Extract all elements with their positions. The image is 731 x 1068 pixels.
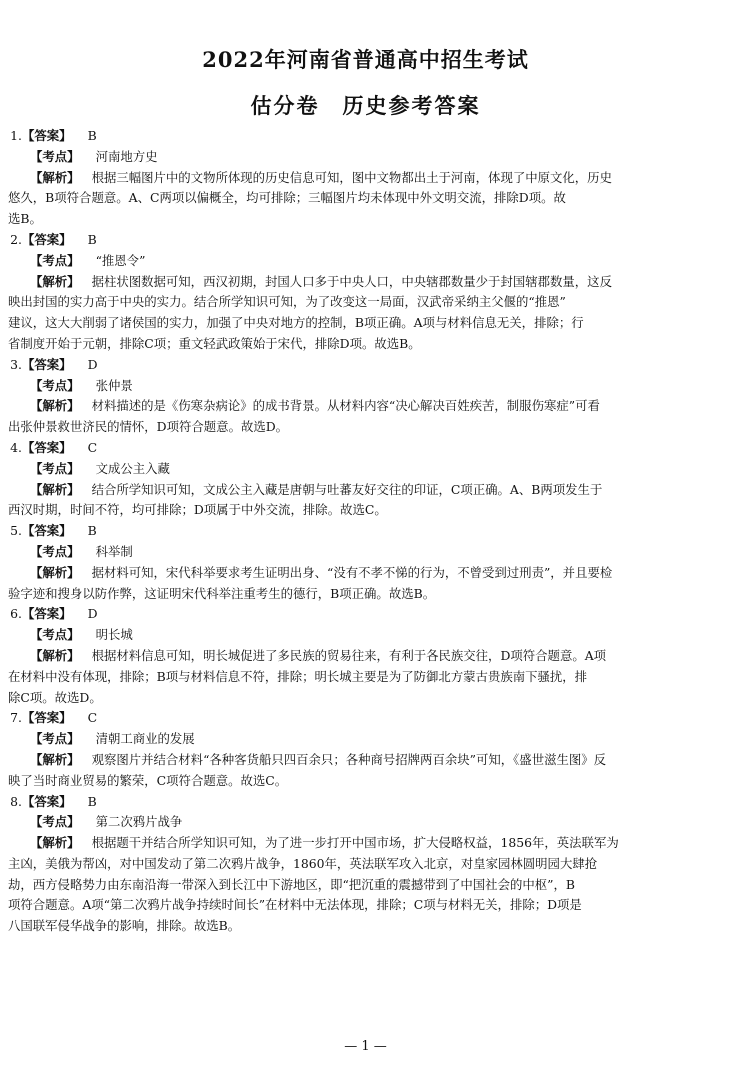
analysis-text: 根据材料信息可知，明长城促进了多民族的贸易往来，有利于各民族交往，D项符合题意。A项 bbox=[91, 647, 607, 663]
analysis-line bbox=[8, 480, 720, 501]
question-item bbox=[8, 708, 720, 791]
answer-value: C bbox=[87, 710, 98, 726]
question-number: 4. bbox=[10, 439, 22, 455]
analysis-line bbox=[8, 168, 720, 189]
answer-value: B bbox=[87, 128, 97, 143]
analysis-text: 验字迹和搜身以防作弊，这证明宋代科举注重考生的德行，B项正确。故选B。 bbox=[8, 585, 436, 601]
point-label: 【考点】 bbox=[30, 627, 80, 643]
question-item bbox=[8, 126, 720, 230]
answer-line bbox=[8, 521, 720, 542]
analysis-label: 【解析】 bbox=[30, 169, 80, 185]
question-number: 7. bbox=[10, 710, 22, 726]
analysis-label: 【解析】 bbox=[30, 751, 80, 767]
analysis-text: 劫，西方侵略势力由东南沿海一带深入到长江中下游地区，即“把沉重的震撼带到了中国社会的中枢”，B bbox=[8, 876, 575, 892]
analysis-text: 选B。 bbox=[8, 211, 42, 227]
analysis-text: 据柱状图数据可知，西汉初期，封国人口多于中央人口，中央辖郡数量少于封国辖郡数量，这反 bbox=[91, 273, 612, 289]
analysis-line bbox=[8, 396, 720, 417]
analysis-label: 【解析】 bbox=[30, 564, 80, 580]
analysis-line bbox=[8, 750, 720, 771]
analysis-line bbox=[8, 895, 720, 916]
point-label: 【考点】 bbox=[30, 543, 80, 559]
point-label: 【考点】 bbox=[30, 377, 80, 393]
point-value: 科举制 bbox=[95, 543, 133, 559]
analysis-text: 八国联军侵华战争的影响，排除。故选B。 bbox=[8, 918, 241, 934]
document-subtitle: 估分卷 历史参考答案 bbox=[250, 93, 481, 118]
analysis-line bbox=[8, 272, 720, 293]
question-number: 5. bbox=[10, 523, 22, 539]
analysis-line bbox=[8, 209, 720, 230]
answer-label: 【答案】 bbox=[22, 128, 72, 143]
analysis-line bbox=[8, 188, 720, 209]
analysis-label: 【解析】 bbox=[30, 273, 80, 289]
point-label: 【考点】 bbox=[30, 460, 80, 476]
point-line bbox=[8, 251, 720, 272]
analysis-text: 结合所学知识可知，文成公主入藏是唐朝与吐蕃友好交往的印证，C项正确。A、B两项发生于 bbox=[91, 481, 603, 497]
point-line bbox=[8, 729, 720, 750]
answer-value: D bbox=[87, 356, 98, 372]
answer-line bbox=[8, 126, 720, 147]
question-number: 1. bbox=[10, 128, 22, 143]
point-value: 张仲景 bbox=[95, 377, 133, 393]
analysis-line bbox=[8, 688, 720, 709]
question-item bbox=[8, 604, 720, 708]
analysis-line bbox=[8, 667, 720, 688]
analysis-label: 【解析】 bbox=[30, 835, 80, 851]
point-line bbox=[8, 459, 720, 480]
answer-line bbox=[8, 438, 720, 459]
answer-value: B bbox=[87, 231, 97, 247]
analysis-label: 【解析】 bbox=[30, 481, 80, 497]
answer-label: 【答案】 bbox=[22, 710, 72, 726]
question-item bbox=[8, 792, 720, 938]
analysis-line bbox=[8, 292, 720, 313]
question-number: 3. bbox=[10, 356, 22, 372]
question-number: 6. bbox=[10, 606, 22, 622]
analysis-text: 西汉时期，时间不符，均可排除；D项属于中外交流，排除。故选C。 bbox=[8, 502, 387, 518]
answer-label: 【答案】 bbox=[22, 439, 72, 455]
analysis-line bbox=[8, 875, 720, 896]
point-line bbox=[8, 812, 720, 833]
point-label: 【考点】 bbox=[30, 731, 80, 747]
analysis-text: 省制度开始于元朝，排除C项；重文轻武政策始于宋代，排除D项。故选B。 bbox=[8, 335, 421, 351]
point-line bbox=[8, 625, 720, 646]
answer-label: 【答案】 bbox=[22, 231, 72, 247]
answer-list bbox=[8, 126, 720, 937]
analysis-text: 映了当时商业贸易的繁荣，C项符合题意。故选C。 bbox=[8, 772, 288, 788]
answer-value: B bbox=[87, 523, 97, 539]
analysis-label: 【解析】 bbox=[30, 398, 80, 414]
analysis-text: 悠久，B项符合题意。A、C两项以偏概全，均可排除；三幅图片均未体现中外文明交流，排除D项。故 bbox=[8, 190, 566, 206]
page-number: — 1 — bbox=[344, 1039, 387, 1054]
answer-value: B bbox=[87, 793, 97, 809]
answer-label: 【答案】 bbox=[22, 793, 72, 809]
answer-line bbox=[8, 230, 720, 251]
analysis-text: 项符合题意。A项“第二次鸦片战争持续时间长”在材料中无法体现，排除；C项与材料无关，排除；D项是 bbox=[8, 897, 582, 913]
analysis-text: 根据题干并结合所学知识可知，为了进一步打开中国市场，扩大侵略权益，1856年，英法联军为 bbox=[91, 835, 619, 851]
analysis-line bbox=[8, 833, 720, 854]
analysis-text: 材料描述的是《伤寒杂病论》的成书背景。从材料内容“决心解决百姓疾苦，制服伤寒症”可看 bbox=[91, 398, 600, 414]
question-item bbox=[8, 230, 720, 355]
analysis-text: 根据三幅图片中的文物所体现的历史信息可知，图中文物都出土于河南，体现了中原文化，历史 bbox=[91, 169, 612, 185]
question-number: 8. bbox=[10, 793, 22, 809]
point-value: 明长城 bbox=[95, 627, 133, 643]
point-line bbox=[8, 376, 720, 397]
answer-label: 【答案】 bbox=[22, 606, 72, 622]
analysis-text: 映出封国的实力高于中央的实力。结合所学知识可知，为了改变这一局面，汉武帝采纳主父偃的“推恩” bbox=[8, 294, 566, 310]
analysis-text: 据材料可知，宋代科举要求考生证明出身、“没有不孝不悌的行为，不曾受到过刑责”，并且要检 bbox=[91, 564, 613, 580]
point-value: 河南地方史 bbox=[95, 148, 158, 164]
answer-label: 【答案】 bbox=[22, 523, 72, 539]
document-title: 2022年河南省普通高中招生考试 bbox=[202, 47, 529, 72]
analysis-text: 除C项。故选D。 bbox=[8, 689, 102, 705]
point-value: 清朝工商业的发展 bbox=[95, 731, 195, 747]
point-value: 文成公主入藏 bbox=[95, 460, 170, 476]
analysis-line bbox=[8, 500, 720, 521]
analysis-label: 【解析】 bbox=[30, 647, 80, 663]
answer-line bbox=[8, 708, 720, 729]
point-label: 【考点】 bbox=[30, 252, 80, 268]
question-item bbox=[8, 355, 720, 438]
analysis-text: 建议，这大大削弱了诸侯国的实力，加强了中央对地方的控制，B项正确。A项与材料信息无关，排除；行 bbox=[8, 315, 584, 331]
point-value: 第二次鸦片战争 bbox=[95, 814, 183, 830]
answer-line bbox=[8, 355, 720, 376]
answer-label: 【答案】 bbox=[22, 356, 72, 372]
analysis-text: 在材料中没有体现，排除；B项与材料信息不符，排除；明长城主要是为了防御北方蒙古贵族南下骚扰，排 bbox=[8, 668, 588, 684]
analysis-text: 主凶，美俄为帮凶，对中国发动了第二次鸦片战争，1860年，英法联军攻入北京，对皇家园林圆明园大肆抢 bbox=[8, 855, 598, 871]
question-item bbox=[8, 438, 720, 521]
analysis-text: 出张仲景救世济民的情怀，D项符合题意。故选D。 bbox=[8, 419, 289, 435]
analysis-line bbox=[8, 771, 720, 792]
analysis-line bbox=[8, 854, 720, 875]
analysis-line bbox=[8, 584, 720, 605]
question-number: 2. bbox=[10, 231, 22, 247]
analysis-line bbox=[8, 646, 720, 667]
answer-value: C bbox=[87, 439, 98, 455]
analysis-line bbox=[8, 916, 720, 937]
point-line bbox=[8, 542, 720, 563]
answer-line bbox=[8, 792, 720, 813]
analysis-line bbox=[8, 334, 720, 355]
analysis-line bbox=[8, 417, 720, 438]
analysis-line bbox=[8, 563, 720, 584]
analysis-line bbox=[8, 313, 720, 334]
analysis-text: 观察图片并结合材料“各种客货船只四百余只；各种商号招牌两百余块”可知，《盛世滋生图》反 bbox=[91, 751, 607, 767]
question-item bbox=[8, 521, 720, 604]
answer-value: D bbox=[87, 606, 98, 622]
point-line bbox=[8, 147, 720, 168]
point-label: 【考点】 bbox=[30, 814, 80, 830]
point-value: “推恩令” bbox=[95, 252, 146, 268]
answer-line bbox=[8, 604, 720, 625]
point-label: 【考点】 bbox=[30, 148, 80, 164]
